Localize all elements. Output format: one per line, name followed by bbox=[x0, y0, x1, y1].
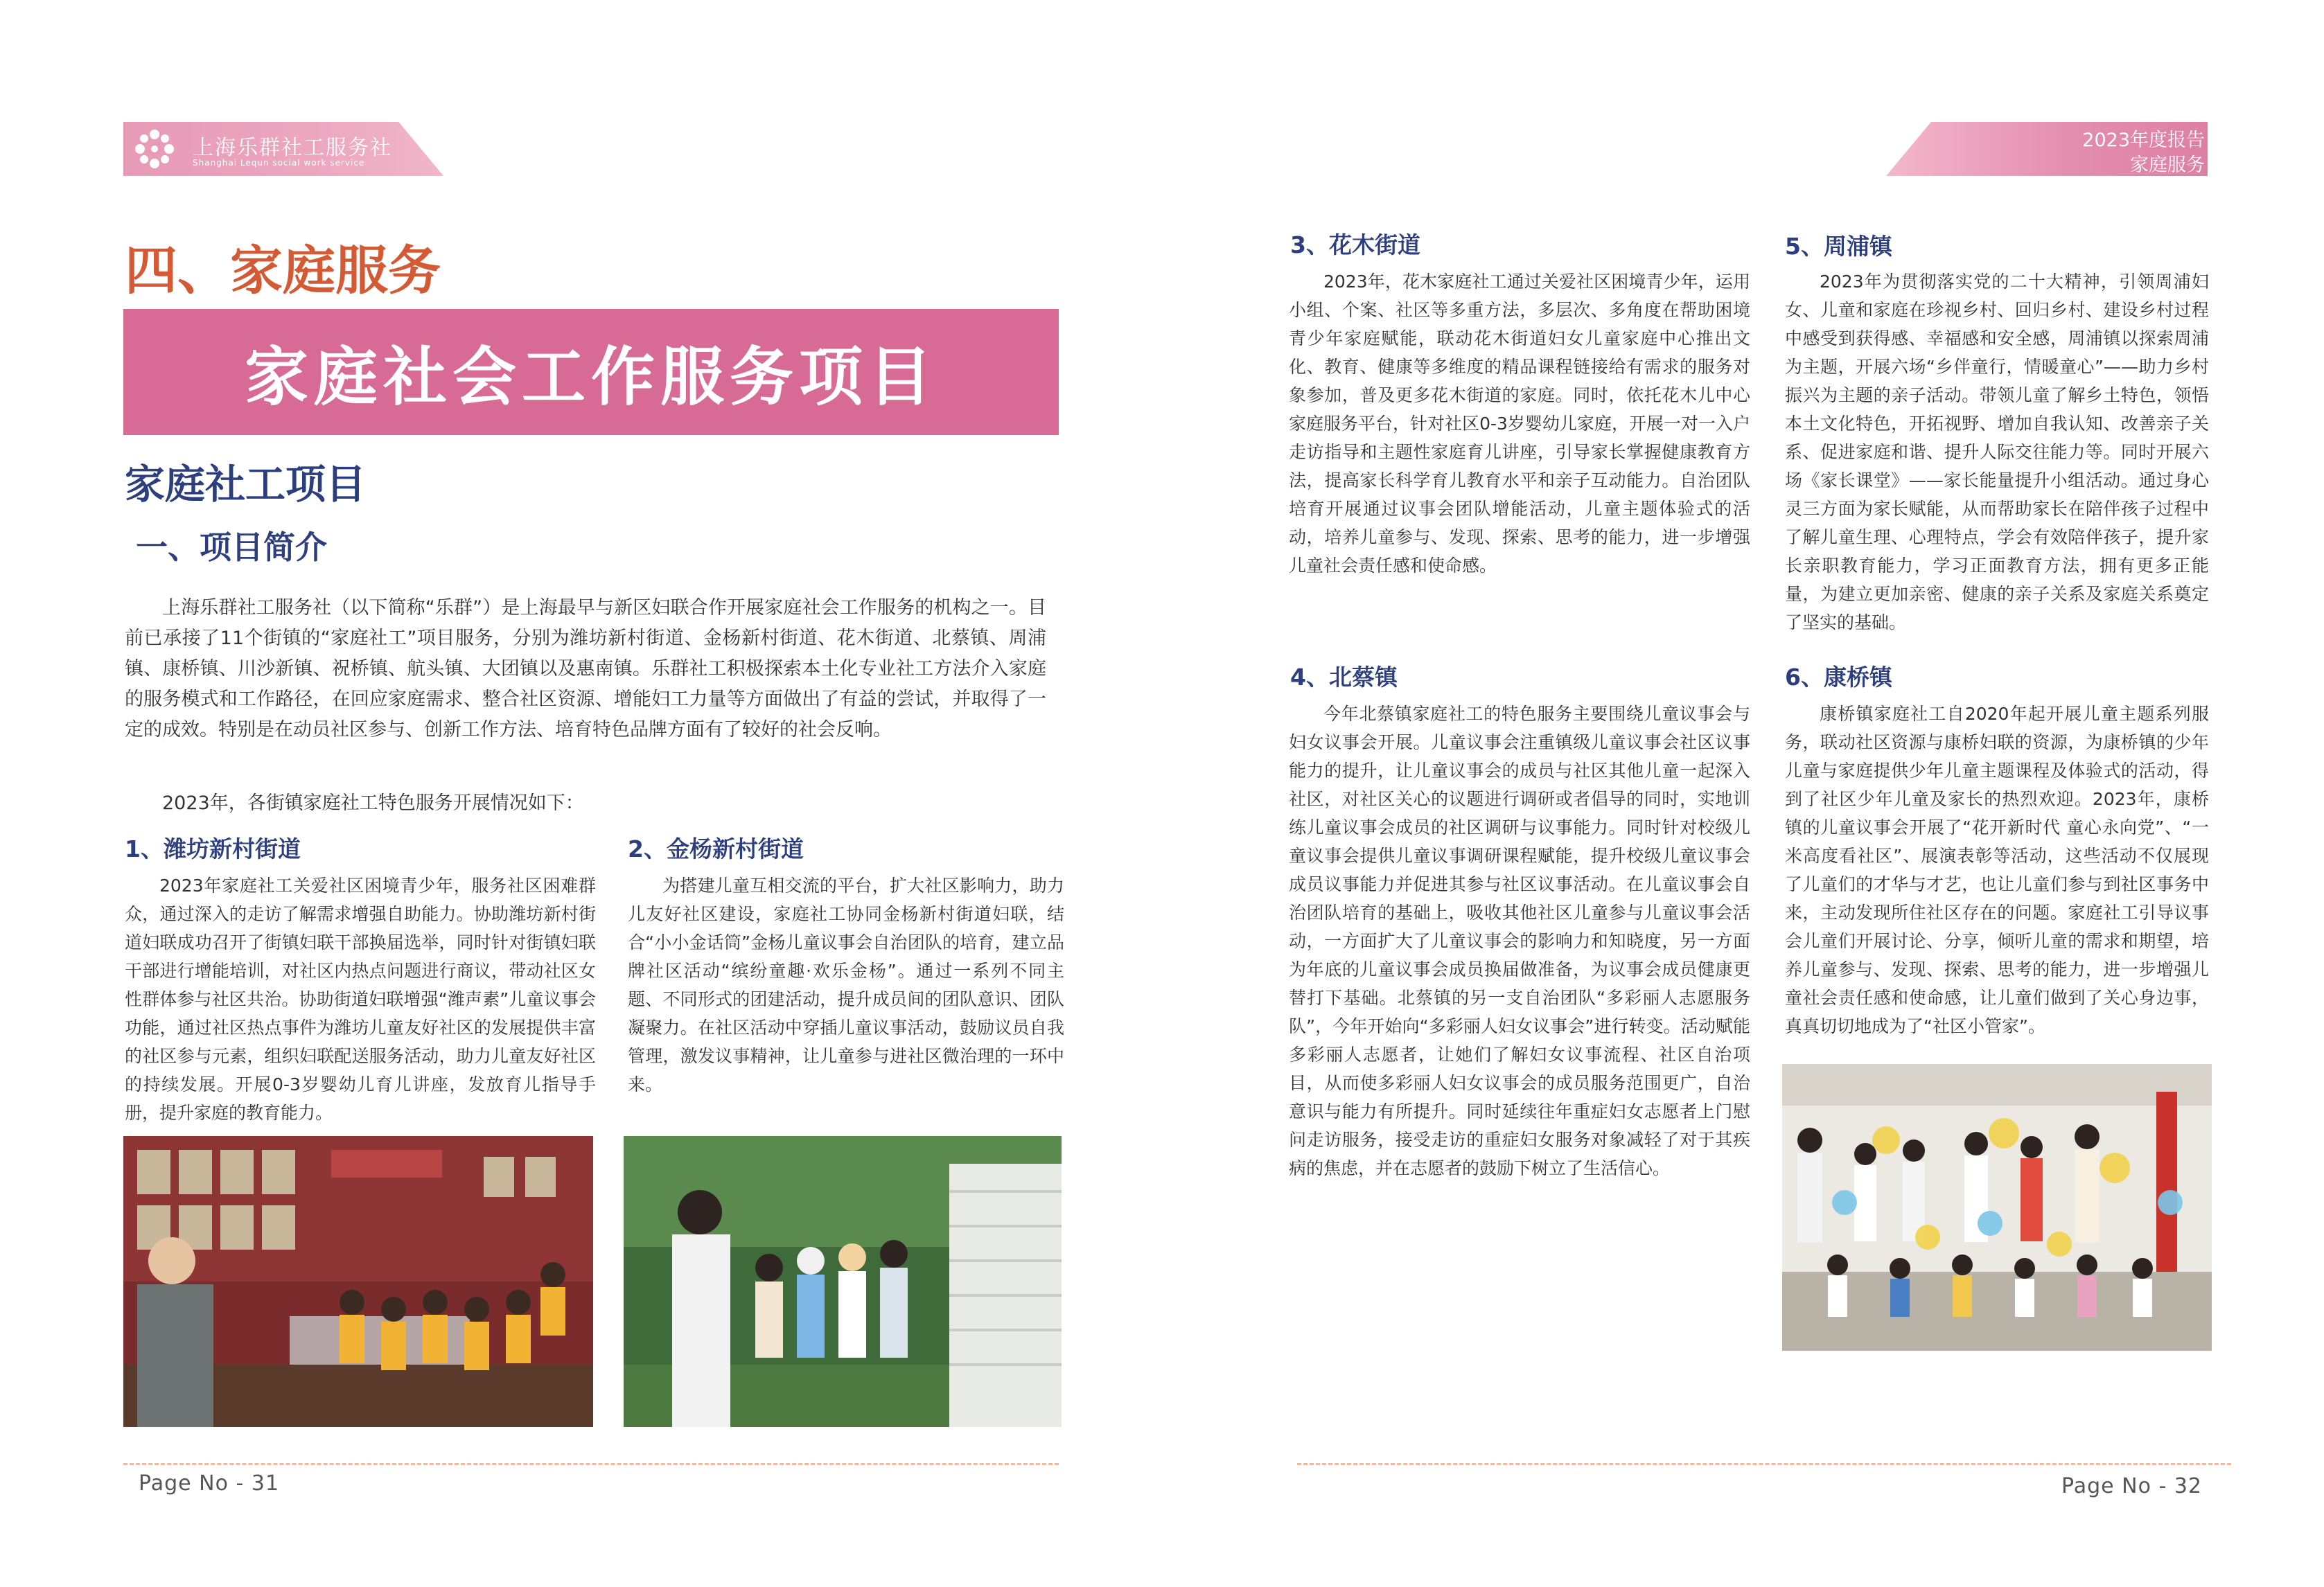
photo-children-group bbox=[1782, 1064, 2212, 1351]
intro-paragraph: 上海乐群社工服务社（以下简称“乐群”）是上海最早与新区妇联合作开展家庭社会工作服务的机构之一。目前已承接了11个街镇的“家庭社工”项目服务，分别为潍坊新村街道、金杨新村街道、花木街道、北蔡镇、周浦镇、康桥镇、川沙新镇、祝桥镇、航头镇、大团镇以及惠南镇。乐群社工积极探索本土化专业社工方法介入家庭的服务模式和工作路径，在回应家庭需求、整合社区资源、增能妇工力量等方面做出了有益的尝试，并取得了一定的成效。特别是在动员社区参与、创新工作方法、培育特色品牌方面有了较好的社会反响。 bbox=[125, 597, 1046, 741]
banner-title: 家庭社会工作服务项目 bbox=[244, 340, 937, 414]
section-title-weifang: 1、潍坊新村街道 bbox=[125, 835, 301, 862]
section-body-huamu: 2023年，花木家庭社工通过关爱社区困境青少年，运用小组、个案、社区等多重方法，多层次、多角度在帮助困境青少年家庭赋能，联动花木街道妇女儿童家庭中心推出文化、教育、健康等多维度的精品课程链接给有需求的服务对象参加，普及更多花木街道的家庭。同时，依托花木儿中心家庭服务平台，针对社区0-3岁婴幼儿家庭，开展一对一入户走访指导和主题性家庭育儿讲座，引导家长掌握健康教育方法，提高家长科学育儿教育水平和亲子互动能力。自治团队培育开展通过议事会团队增能活动，儿童主题体验式的活动，培养儿童参与、发现、探索、思考的能力，进一步增强儿童社会责任感和使命感。 bbox=[1289, 272, 1750, 576]
page-number-left: Page No - 31 bbox=[139, 1471, 280, 1496]
overview-paragraph: 2023年，各街镇家庭社工特色服务开展情况如下： bbox=[162, 792, 584, 814]
report-section: 家庭服务 bbox=[2130, 154, 2205, 176]
title-banner bbox=[123, 309, 1059, 435]
section-body-zhoupu: 2023年为贯彻落实党的二十大精神，引领周浦妇女、儿童和家庭在珍视乡村、回归乡村、建设乡村过程中感受到获得感、幸福感和安全感，周浦镇以探索周浦为主题，开展六场“乡伴童行，情暖童心”——助力乡村振兴为主题的亲子活动。带领儿童了解乡土特色，领悟本土文化特色，开拓视野、增加自我认知、改善亲子关系、促进家庭和谐、提升人际交往能力等。同时开展六场《家长课堂》——家长能量提升小组活动。通过身心灵三方面为家长赋能，从而帮助家长在陪伴孩子过程中了解儿童生理、心理特点，学会有效陪伴孩子，提升家长亲职教育能力，学习正面教育方法，拥有更多正能量，为建立更加亲密、健康的亲子关系及家庭关系奠定了坚实的基础。 bbox=[1785, 272, 2209, 632]
photo-museum-visit bbox=[123, 1136, 593, 1427]
report-year: 2023年度报告 bbox=[2082, 130, 2205, 151]
section-body-weifang: 2023年家庭社工关爱社区困境青少年，服务社区困难群众，通过深入的走访了解需求增强自助能力。协助潍坊新村街道妇联成功召开了街镇妇联干部换届选举，同时针对街镇妇联干部进行增能培训，对社区内热点问题进行商议，带动社区女性群体参与社区共治。协助街道妇联增强“潍声素”儿童议事会功能，通过社区热点事件为潍坊儿童友好社区的发展提供丰富的社区参与元素，组织妇联配送服务活动，助力儿童友好社区的持续发展。开展0-3岁婴幼儿育儿讲座，发放育儿指导手册，提升家庭的教育能力。 bbox=[125, 876, 596, 1123]
section-body-beicai: 今年北蔡镇家庭社工的特色服务主要围绕儿童议事会与妇女议事会开展。儿童议事会注重镇级儿童议事会社区议事能力的提升，让儿童议事会的成员与社区其他儿童一起深入社区，对社区关心的议题进行调研或者倡导的同时，实地训练儿童议事会成员的社区调研与议事能力。同时针对校级儿童议事会提供儿童议事调研课程赋能，提升校级儿童议事会成员议事能力并促进其参与社区议事活动。在儿童议事会自治团队培育的基础上，吸收其他社区儿童参与儿童议事会活动，一方面扩大了儿童议事会的影响力和知晓度，另一方面为年底的儿童议事会成员换届做准备，为议事会成员健康更替打下基础。北蔡镇的另一支自治团队“多彩丽人志愿服务队”，今年开始向“多彩丽人妇女议事会”进行转变。活动赋能多彩丽人志愿者，让她们了解妇女议事流程、社区自治项目，从而使多彩丽人妇女议事会的成员服务范围更广，自治意识与能力有所提升。同时延续往年重症妇女志愿者上门慰问走访服务，接受走访的重症妇女服务对象减轻了对于其疾病的焦虑，并在志愿者的鼓励下树立了生活信心。 bbox=[1289, 704, 1750, 1178]
logo-chinese-name: 上海乐群社工服务社 bbox=[193, 136, 392, 160]
photo-outdoor-activity bbox=[624, 1136, 1062, 1427]
project-heading: 家庭社工项目 bbox=[125, 461, 367, 508]
section-heading: 一、项目简介 bbox=[136, 529, 327, 566]
footer-divider-right bbox=[1297, 1463, 2231, 1465]
section-title-huamu: 3、花木街道 bbox=[1290, 231, 1420, 258]
chapter-title: 四、家庭服务 bbox=[125, 240, 441, 301]
logo-english-name: Shanghai Lequn social work service bbox=[193, 158, 365, 168]
section-title-zhoupu: 5、周浦镇 bbox=[1785, 233, 1892, 260]
section-title-kangqiao: 6、康桥镇 bbox=[1785, 664, 1892, 691]
section-title-jinyang: 2、金杨新村街道 bbox=[628, 835, 804, 862]
flower-logo-icon bbox=[133, 127, 176, 170]
page-number-right: Page No - 32 bbox=[2061, 1474, 2202, 1498]
section-body-jinyang: 为搭建儿童互相交流的平台，扩大社区影响力，助力儿友好社区建设，家庭社工协同金杨新村街道妇联，结合“小小金话筒”金杨儿童议事会自治团队的培育，建立品牌社区活动“缤纷童趣·欢乐金杨”。通过一系列不同主题、不同形式的团建活动，提升成员间的团队意识、团队凝聚力。在社区活动中穿插儿童议事活动，鼓励议员自我管理，激发议事精神，让儿童参与进社区微治理的一环中来。 bbox=[628, 876, 1064, 1094]
section-title-beicai: 4、北蔡镇 bbox=[1290, 664, 1398, 691]
section-body-kangqiao: 康桥镇家庭社工自2020年起开展儿童主题系列服务，联动社区资源与康桥妇联的资源，为康桥镇的少年儿童与家庭提供少年儿童主题课程及体验式的活动，得到了社区少年儿童及家长的热烈欢迎。2023年，康桥镇的儿童议事会开展了“花开新时代 童心永向党”、“一米高度看社区”、展演表彰等活动，这些活动不仅展现了儿童们的才华与才艺，也让儿童们参与到社区事务中来，主动发现所住社区存在的问题。家庭社工引导议事会儿童们开展讨论、分享，倾听儿童的需求和期望，培养儿童参与、发现、探索、思考的能力，进一步增强儿童社会责任感和使命感，让儿童们做到了关心身边事，真真切切地成为了“社区小管家”。 bbox=[1785, 704, 2209, 1036]
footer-divider-left bbox=[123, 1463, 1059, 1465]
